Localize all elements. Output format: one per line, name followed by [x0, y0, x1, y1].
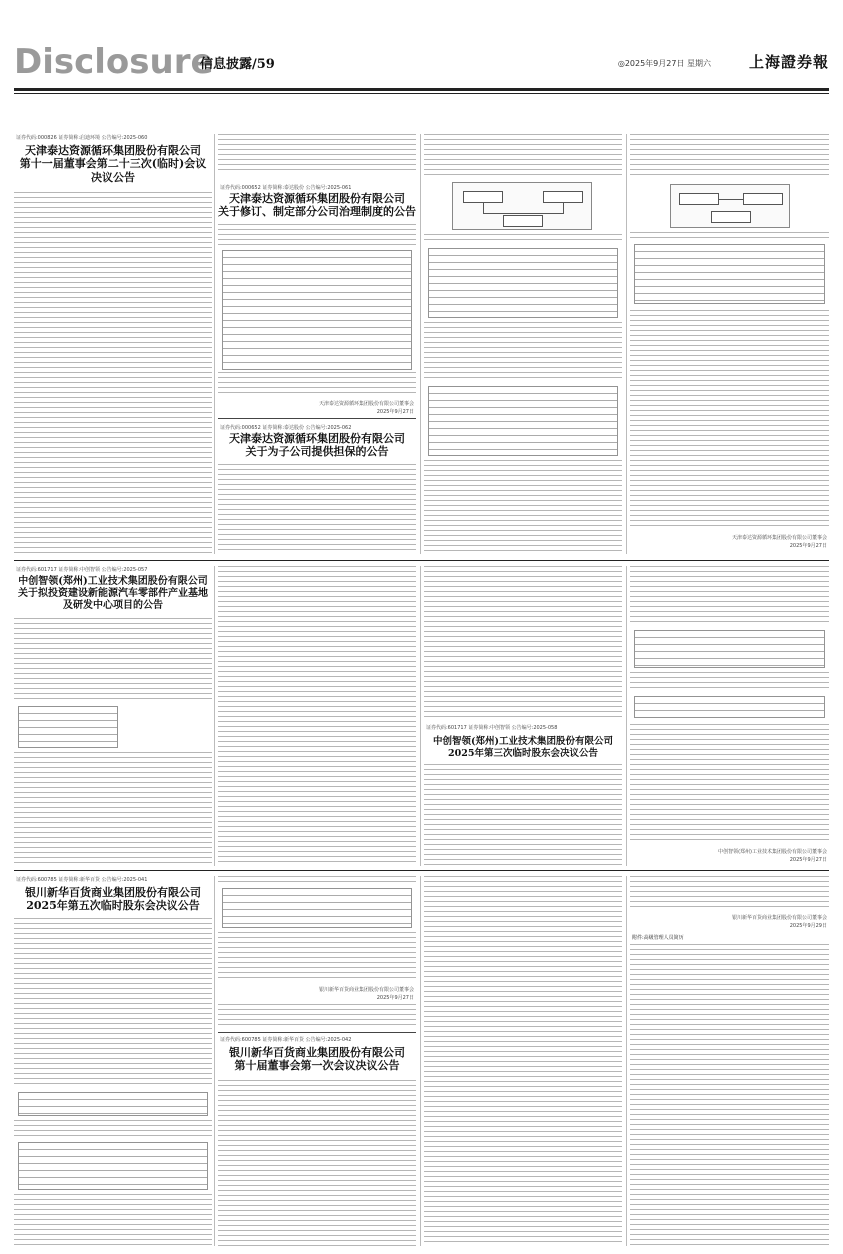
- column-divider: [420, 566, 421, 866]
- header-rule: [14, 88, 829, 91]
- section-title: 信息披露/59: [200, 57, 275, 72]
- article-divider: [218, 418, 416, 419]
- article-code: 证券代码:600785 证券简称:新华百货 公告编号:2025-041: [16, 877, 148, 883]
- signoff: 银川新华百货商业集团股份有限公司董事会: [731, 915, 827, 921]
- article-code: 证券代码:600785 证券简称:新华百货 公告编号:2025-042: [220, 1037, 352, 1043]
- article-title: 天津泰达资源循环集团股份有限公司 关于修订、制定部分公司治理制度的公告: [218, 192, 416, 219]
- article-body: [14, 918, 212, 1088]
- column-divider: [420, 134, 421, 554]
- article-code: 证券代码:000652 证券简称:泰达股份 公告编号:2025-062: [220, 425, 352, 431]
- column-yinchuan-board: [218, 876, 416, 1246]
- article-body: [424, 460, 622, 554]
- vote-table: [634, 696, 825, 718]
- article-body: [218, 876, 416, 884]
- article-body: [424, 566, 622, 718]
- org-node: [543, 191, 583, 203]
- column-divider: [420, 876, 421, 1246]
- article-body: [424, 322, 622, 382]
- brand-logo: Disclosure: [14, 42, 214, 82]
- article-body-continued: [218, 134, 416, 174]
- article-body: [14, 192, 212, 554]
- article-body: [218, 1080, 416, 1246]
- vote-table: [18, 1092, 208, 1116]
- financial-table: [634, 244, 825, 304]
- article-body: [218, 932, 416, 982]
- article-body: [424, 234, 622, 244]
- article-title: 天津泰达资源循环集团股份有限公司 第十一届董事会第二十三次(临时)会议 决议公告: [19, 144, 207, 184]
- article-body: [630, 232, 829, 240]
- article-body: [424, 764, 622, 866]
- column-guarantee-detail: [424, 134, 622, 554]
- header-rule-thin: [14, 93, 829, 94]
- column-divider: [626, 876, 627, 1246]
- article-yinchuan-meeting: [14, 876, 212, 1246]
- org-chart: [452, 182, 592, 230]
- signoff-date: 2025年9月27日: [376, 409, 414, 415]
- vote-table: [222, 888, 412, 928]
- signoff-date: 2025年9月29日: [789, 923, 827, 929]
- article-body: [630, 724, 829, 844]
- governance-table: [222, 250, 412, 370]
- column-guarantee-end: [630, 134, 829, 554]
- article-body: [218, 224, 416, 246]
- column-tianjin-rules: [218, 134, 416, 554]
- article-chuangzhi-meeting: [424, 566, 622, 866]
- signoff: 中创智领(郑州)工业技术集团股份有限公司董事会: [718, 849, 827, 855]
- org-node: [463, 191, 503, 203]
- article-body: [630, 134, 829, 176]
- article-body: [424, 876, 622, 1246]
- vote-table: [634, 630, 825, 668]
- org-node: [503, 215, 543, 227]
- article-title: 中创智领(郑州)工业技术集团股份有限公司 关于拟投资建设新能源汽车零部件产业基地 及研发中心项目的公告: [18, 576, 208, 612]
- column-yinchuan-board-cont: [424, 876, 622, 1246]
- financial-table: [428, 248, 618, 318]
- newspaper-name: 上海證券報: [748, 53, 829, 71]
- article-title: 银川新华百货商业集团股份有限公司 第十届董事会第一次会议决议公告: [229, 1046, 405, 1073]
- date-line: ◎2025年9月27日 星期六: [617, 59, 711, 68]
- article-title: 银川新华百货商业集团股份有限公司 2025年第五次临时股东会决议公告: [25, 886, 201, 913]
- article-body: [14, 618, 212, 702]
- financial-table: [428, 386, 618, 456]
- block-divider: [14, 560, 829, 561]
- signoff-date: 2025年9月27日: [789, 857, 827, 863]
- column-divider: [214, 134, 215, 554]
- org-chart: [670, 184, 790, 228]
- signoff: 天津泰达资源循环集团股份有限公司董事会: [318, 401, 414, 407]
- signoff: 天津泰达资源循环集团股份有限公司董事会: [731, 535, 827, 541]
- org-node: [743, 193, 783, 205]
- column-divider: [626, 134, 627, 554]
- article-code: 证券代码:601717 证券简称:中创智领 公告编号:2025-057: [16, 567, 148, 573]
- masthead: [14, 40, 829, 84]
- article-body: [218, 566, 416, 866]
- attachment-heading: 附件:高级管理人员简历: [632, 935, 684, 941]
- article-body: [630, 672, 829, 692]
- article-body: [218, 464, 416, 554]
- article-title: 天津泰达资源循环集团股份有限公司 关于为子公司提供担保的公告: [229, 432, 405, 459]
- org-node: [679, 193, 719, 205]
- column-executive-resumes: [630, 876, 829, 1246]
- article-body: [14, 752, 212, 866]
- vote-table: [18, 1142, 208, 1190]
- org-node: [711, 211, 751, 223]
- article-body: [630, 944, 829, 1246]
- article-body: [218, 372, 416, 394]
- column-divider: [626, 566, 627, 866]
- article-chuangzhi-invest: [14, 566, 212, 866]
- article-code: 证券代码:000652 证券简称:泰达股份 公告编号:2025-061: [220, 185, 352, 191]
- column-meeting-votes: [630, 566, 829, 866]
- column-divider: [214, 876, 215, 1246]
- article-body: [14, 1120, 212, 1138]
- article-body: [630, 876, 829, 910]
- article-body: [630, 566, 829, 624]
- article-code: 证券代码:601717 证券简称:中创智领 公告编号:2025-058: [426, 725, 558, 731]
- summary-table: [18, 706, 118, 748]
- article-body: [424, 134, 622, 178]
- article-title: 中创智领(郑州)工业技术集团股份有限公司 2025年第三次临时股东会决议公告: [433, 736, 613, 759]
- column-divider: [214, 566, 215, 866]
- block-divider: [14, 870, 829, 871]
- article-body: [14, 1194, 212, 1246]
- article-divider: [218, 1032, 416, 1033]
- column-invest-detail: [218, 566, 416, 866]
- signoff-date: 2025年9月27日: [376, 995, 414, 1001]
- article-body: [218, 1004, 416, 1028]
- signoff: 银川新华百货商业集团股份有限公司董事会: [318, 987, 414, 993]
- article-code: 证券代码:000826 证券简称:启迪环境 公告编号:2025-060: [16, 135, 148, 141]
- article-body: [630, 310, 829, 528]
- article-tianjin-board: [14, 134, 212, 554]
- signoff-date: 2025年9月27日: [789, 543, 827, 549]
